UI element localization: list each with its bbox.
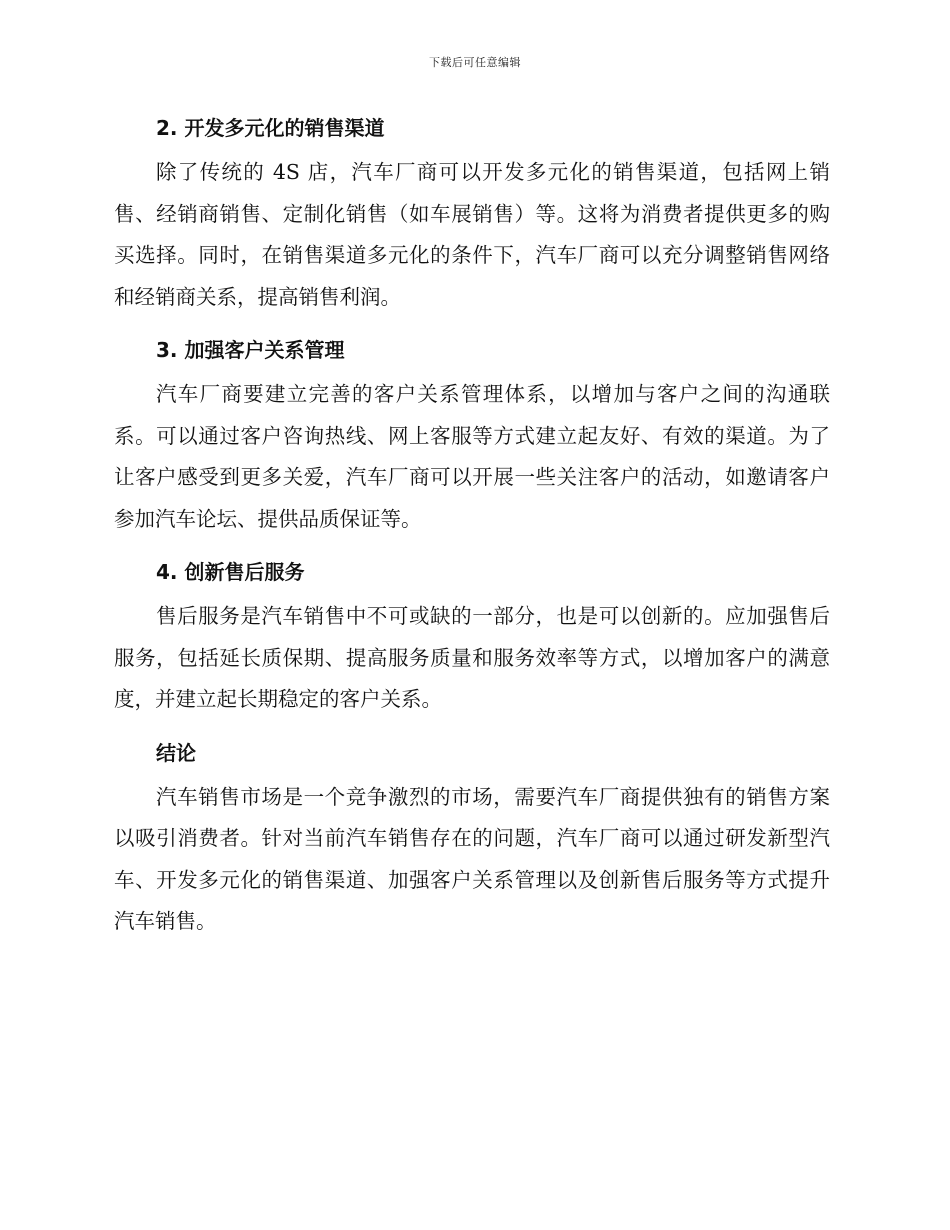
section-heading-after-sales: 4. 创新售后服务 bbox=[156, 560, 305, 584]
section-heading-conclusion: 结论 bbox=[156, 740, 196, 765]
section-paragraph-conclusion: 汽车销售市场是一个竞争激烈的市场，需要汽车厂商提供独有的销售方案以吸引消费者。针对当前汽车销售存在的问题，汽车厂商可以通过研发新型汽车、开发多元化的销售渠道、加强客户关系管理以及创新售后服务等方式提升汽车销售。 bbox=[114, 784, 830, 933]
section-paragraph-after-sales: 售后服务是汽车销售中不可或缺的一部分，也是可以创新的。应加强售后服务，包括延长质保期、提高服务质量和服务效率等方式，以增加客户的满意度，并建立起长期稳定的客户关系。 bbox=[114, 604, 830, 711]
document-body bbox=[114, 104, 830, 951]
section-paragraph-sales-channels: 除了传统的 4S 店，汽车厂商可以开发多元化的销售渠道，包括网上销售、经销商销售、定制化销售（如车展销售）等。这将为消费者提供更多的购买选择。同时，在销售渠道多元化的条件下，汽车厂商可以充分调整销售网络和经销商关系，提高销售利润。 bbox=[114, 160, 830, 309]
section-heading-sales-channels: 2. 开发多元化的销售渠道 bbox=[156, 116, 385, 140]
section-heading-customer-relations: 3. 加强客户关系管理 bbox=[156, 338, 345, 362]
section-paragraph-customer-relations: 汽车厂商要建立完善的客户关系管理体系，以增加与客户之间的沟通联系。可以通过客户咨询热线、网上客服等方式建立起友好、有效的渠道。为了让客户感受到更多关爱，汽车厂商可以开展一些关注客户的活动，如邀请客户参加汽车论坛、提供品质保证等。 bbox=[114, 382, 830, 531]
header-note: 下载后可任意编辑 bbox=[429, 56, 521, 69]
